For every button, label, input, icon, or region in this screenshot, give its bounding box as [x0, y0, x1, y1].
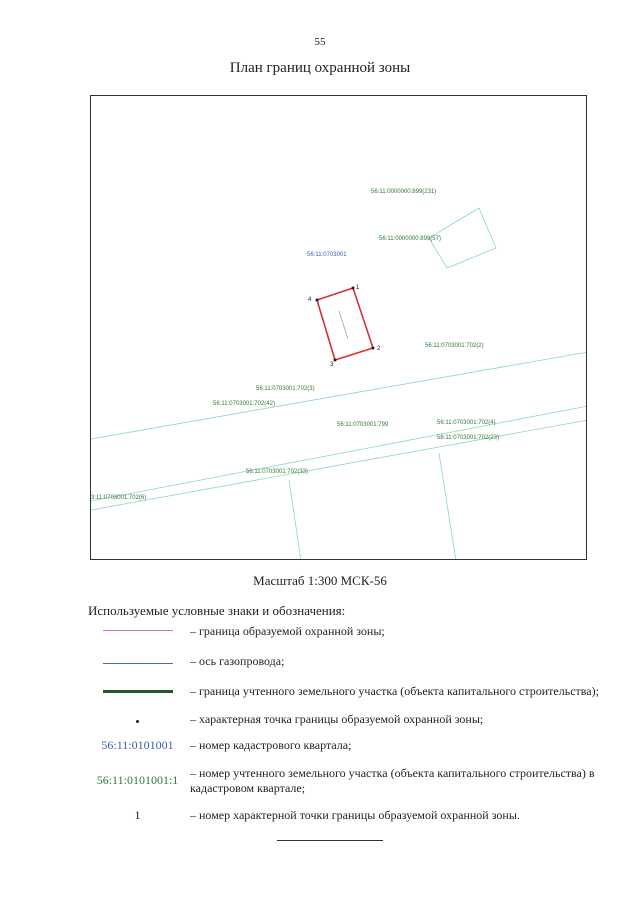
zone-boundary-swatch — [103, 630, 173, 631]
legend-desc: – граница образуемой охранной зоны; — [190, 624, 385, 638]
signature-line — [277, 840, 383, 841]
label-plot-702-3: 56:11:0703001:702(3) — [256, 386, 315, 392]
road-line-lower — [91, 420, 587, 510]
point-number-sample: 1 — [134, 808, 141, 822]
point-label-3: 3 — [330, 362, 334, 368]
label-plot-899-57: 56:11:0000000:899(57) — [379, 236, 441, 242]
label-quarter-0703001: 56:11:0703001 — [307, 252, 347, 258]
boundary-point-2 — [372, 347, 375, 350]
point-label-1: 1 — [356, 285, 360, 291]
point-label-4: 4 — [308, 297, 312, 303]
label-plot-702-2: 56:11:0703001:702(2) — [425, 343, 484, 349]
plot-boundary-swatch — [103, 690, 173, 693]
label-plot-702-4: 56:11:0703001:702(4) — [437, 420, 496, 426]
parcel-edge-left — [289, 480, 301, 560]
parcel-edge-right — [439, 453, 456, 560]
gas-axis-swatch — [103, 663, 173, 664]
label-plot-702-6: 3:11:0703001:702(6) — [91, 495, 147, 501]
legend-desc: – номер учтенного земельного участка (объекта капитального строительства) в кадастровом квартале; — [190, 766, 595, 795]
label-plot-702-42: 56:11:0703001:702(42) — [213, 401, 275, 407]
legend-heading: Используемые условные знаки и обозначения: — [88, 603, 346, 618]
gas-pipeline-axis — [339, 311, 348, 339]
boundary-point-3 — [334, 359, 337, 362]
page-number: 55 — [314, 36, 326, 48]
road-line-middle — [91, 406, 587, 501]
legend-desc: – ось газопровода; — [190, 654, 285, 668]
page-title: План границ охранной зоны — [229, 60, 411, 76]
cadastral-map — [91, 96, 587, 560]
boundary-point-swatch — [136, 720, 139, 723]
point-label-2: 2 — [377, 346, 381, 352]
protection-zone-boundary — [317, 288, 373, 360]
scale-caption: Масштаб 1:300 МСК-56 — [253, 573, 387, 588]
legend-desc: – номер кадастрового квартала; — [190, 738, 352, 752]
boundary-point-4 — [316, 299, 319, 302]
legend-desc: – характерная точка границы образуемой охранной зоны; — [190, 712, 484, 726]
quarter-number-sample: 56:11:0101001 — [101, 738, 174, 752]
label-plot-702-23: 56:11:0703001:702(23) — [437, 435, 499, 441]
label-plot-899-231: 56:11:0000000:899(231) — [371, 189, 437, 195]
legend-desc: – граница учтенного земельного участка (объекта капитального строительства); — [190, 684, 599, 698]
label-plot-702-33: 56:11:0703001:702(33) — [246, 469, 308, 475]
legend-desc: – номер характерной точки границы образуемой охранной зоны. — [190, 808, 520, 822]
boundary-point-1 — [352, 287, 355, 290]
plot-number-sample: 56:11:0101001:1 — [96, 773, 179, 787]
map-frame — [90, 95, 587, 560]
label-plot-799: 56:11:0703001:799 — [337, 422, 389, 428]
